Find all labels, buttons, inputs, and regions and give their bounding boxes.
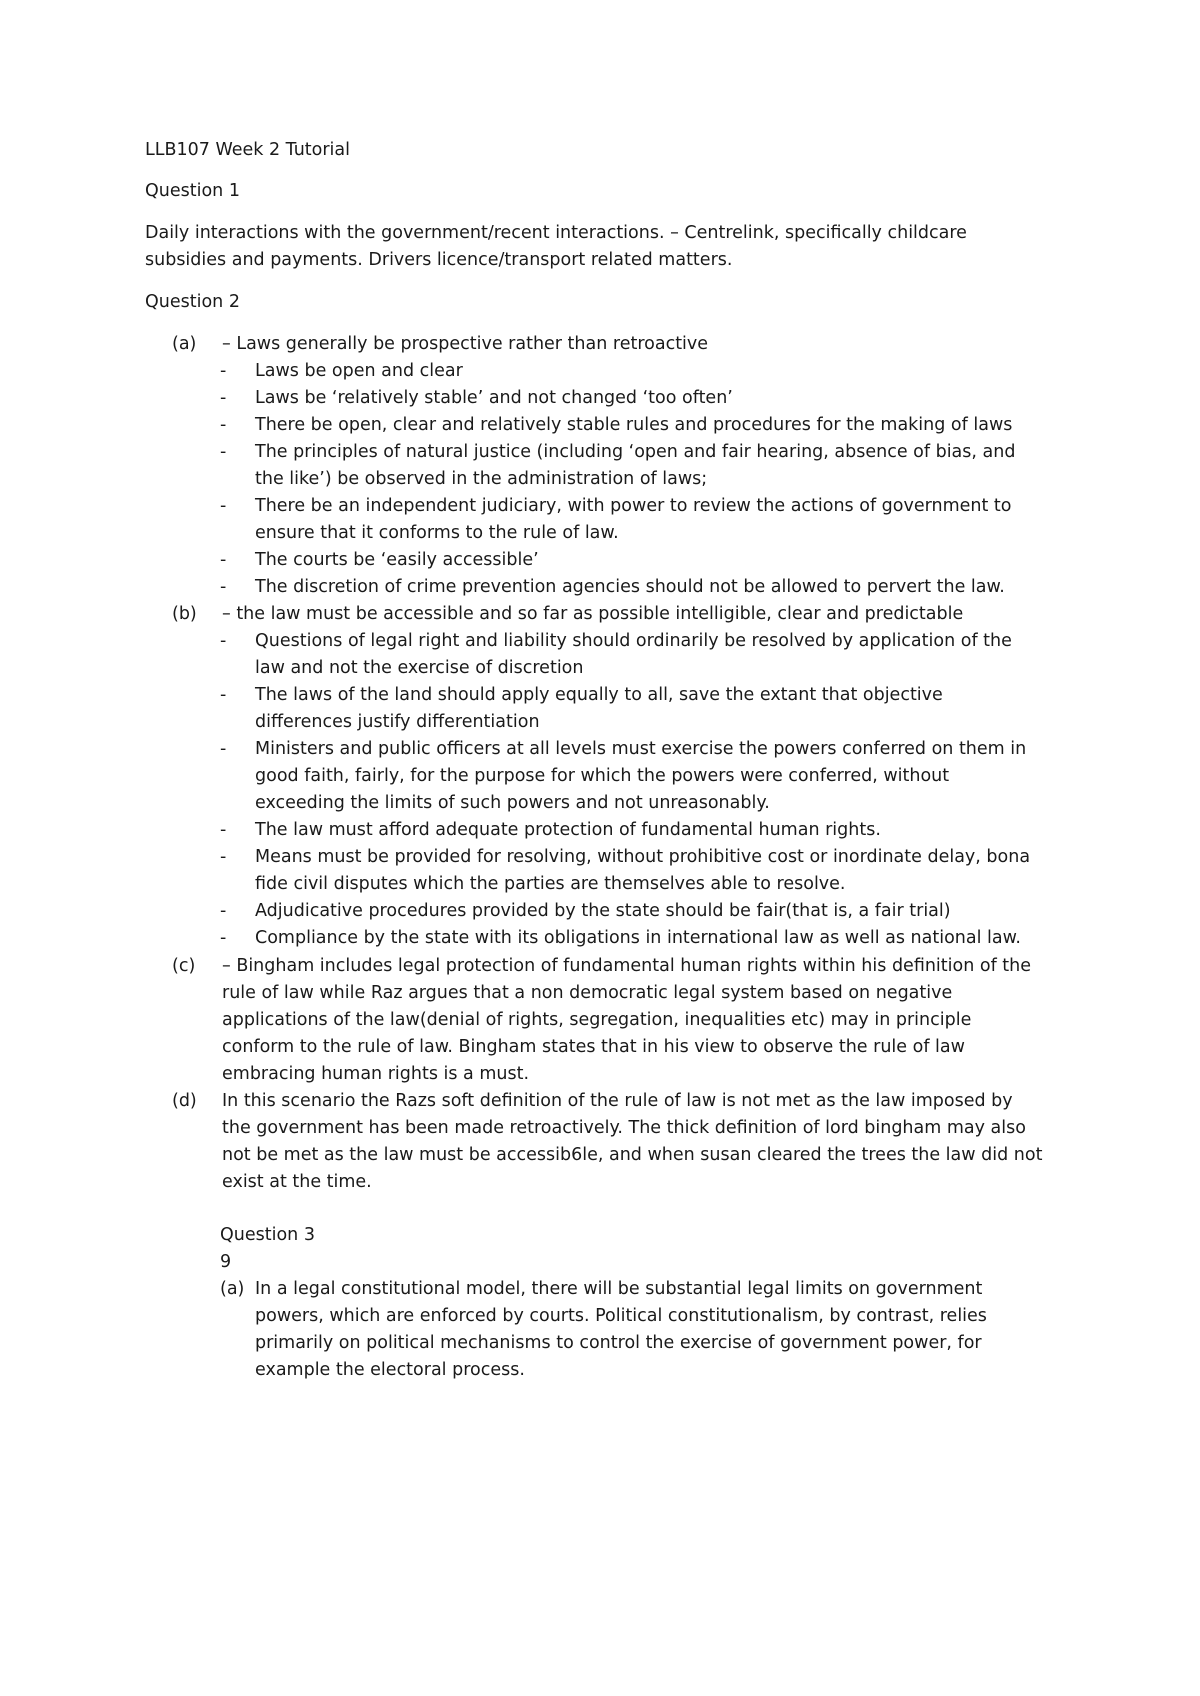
bullet-text-line: The law must afford adequate protection of fundamental human rights. xyxy=(255,820,881,840)
bullet-text-line: Adjudicative procedures provided by the state should be fair(that is, a fair trial) xyxy=(255,901,951,921)
bullet-text-line: fide civil disputes which the parties are themselves able to resolve. xyxy=(255,874,846,894)
bullet-dash: - xyxy=(220,388,227,408)
bullet-dash: - xyxy=(220,577,227,597)
document-title: LLB107 Week 2 Tutorial xyxy=(145,140,351,160)
bullet-text-line: law and not the exercise of discretion xyxy=(255,658,584,678)
question-1-heading: Question 1 xyxy=(145,181,240,201)
item-q3a-line: example the electoral process. xyxy=(255,1360,525,1380)
bullet-text-line: good faith, fairly, for the purpose for which the powers were conferred, without xyxy=(255,766,950,786)
item-d-line: not be met as the law must be accessib6le, and when susan cleared the trees the law did not xyxy=(222,1145,1043,1165)
item-q3a-line: In a legal constitutional model, there will be substantial legal limits on government xyxy=(255,1279,983,1299)
bullet-text-line: The principles of natural justice (including ‘open and fair hearing, absence of bias, and xyxy=(255,442,1016,462)
item-label-q3a: (a) xyxy=(220,1279,245,1299)
item-d-line: exist at the time. xyxy=(222,1172,372,1192)
bullet-text-line: Means must be provided for resolving, without prohibitive cost or inordinate delay, bona xyxy=(255,847,1031,867)
item-b-intro: – the law must be accessible and so far as possible intelligible, clear and predictable xyxy=(222,604,964,624)
bullet-text-line: the like’) be observed in the administration of laws; xyxy=(255,469,708,489)
bullet-dash: - xyxy=(220,901,227,921)
item-d-line: In this scenario the Razs soft definition of the rule of law is not met as the law imposed by xyxy=(222,1091,1013,1111)
bullet-text-line: The discretion of crime prevention agencies should not be allowed to pervert the law. xyxy=(255,577,1005,597)
bullet-text-line: exceeding the limits of such powers and not unreasonably. xyxy=(255,793,770,813)
bullet-dash: - xyxy=(220,442,227,462)
bullet-text-line: Questions of legal right and liability should ordinarily be resolved by application of the xyxy=(255,631,1012,651)
bullet-text-line: Compliance by the state with its obligations in international law as well as national law. xyxy=(255,928,1021,948)
item-c-line: – Bingham includes legal protection of fundamental human rights within his definition of the xyxy=(222,956,1032,976)
bullet-text-line: Laws be open and clear xyxy=(255,361,463,381)
item-d-line: the government has been made retroactively. The thick definition of lord bingham may also xyxy=(222,1118,1026,1138)
bullet-dash: - xyxy=(220,928,227,948)
bullet-dash: - xyxy=(220,361,227,381)
paragraph-line: subsidies and payments. Drivers licence/transport related matters. xyxy=(145,250,733,270)
bullet-text-line: differences justify differentiation xyxy=(255,712,540,732)
item-q3a-line: powers, which are enforced by courts. Political constitutionalism, by contrast, relies xyxy=(255,1306,987,1326)
question-2-heading: Question 2 xyxy=(145,292,240,312)
bullet-text-line: The laws of the land should apply equally to all, save the extant that objective xyxy=(255,685,943,705)
item-a-intro: – Laws generally be prospective rather than retroactive xyxy=(222,334,709,354)
question-3-number: 9 xyxy=(220,1252,232,1272)
bullet-dash: - xyxy=(220,820,227,840)
bullet-dash: - xyxy=(220,550,227,570)
bullet-text-line: The courts be ‘easily accessible’ xyxy=(255,550,539,570)
bullet-dash: - xyxy=(220,739,227,759)
item-c-line: applications of the law(denial of rights, segregation, inequalities etc) may in principle xyxy=(222,1010,972,1030)
item-label-b: (b) xyxy=(172,604,197,624)
question-3-heading: Question 3 xyxy=(220,1225,315,1245)
bullet-dash: - xyxy=(220,685,227,705)
item-q3a-line: primarily on political mechanisms to control the exercise of government power, for xyxy=(255,1333,982,1353)
bullet-text-line: There be an independent judiciary, with power to review the actions of government to xyxy=(255,496,1012,516)
item-label-a: (a) xyxy=(172,334,197,354)
bullet-text-line: There be open, clear and relatively stable rules and procedures for the making of laws xyxy=(255,415,1013,435)
item-label-c: (c) xyxy=(172,956,196,976)
bullet-text-line: ensure that it conforms to the rule of law. xyxy=(255,523,619,543)
bullet-dash: - xyxy=(220,415,227,435)
bullet-text-line: Laws be ‘relatively stable’ and not changed ‘too often’ xyxy=(255,388,733,408)
item-c-line: conform to the rule of law. Bingham states that in his view to observe the rule of law xyxy=(222,1037,965,1057)
bullet-text-line: Ministers and public officers at all levels must exercise the powers conferred on them in xyxy=(255,739,1027,759)
item-c-line: rule of law while Raz argues that a non democratic legal system based on negative xyxy=(222,983,953,1003)
bullet-dash: - xyxy=(220,496,227,516)
item-c-line: embracing human rights is a must. xyxy=(222,1064,530,1084)
paragraph-line: Daily interactions with the government/recent interactions. – Centrelink, specifically childcare xyxy=(145,223,967,243)
item-label-d: (d) xyxy=(172,1091,197,1111)
bullet-dash: - xyxy=(220,631,227,651)
bullet-dash: - xyxy=(220,847,227,867)
